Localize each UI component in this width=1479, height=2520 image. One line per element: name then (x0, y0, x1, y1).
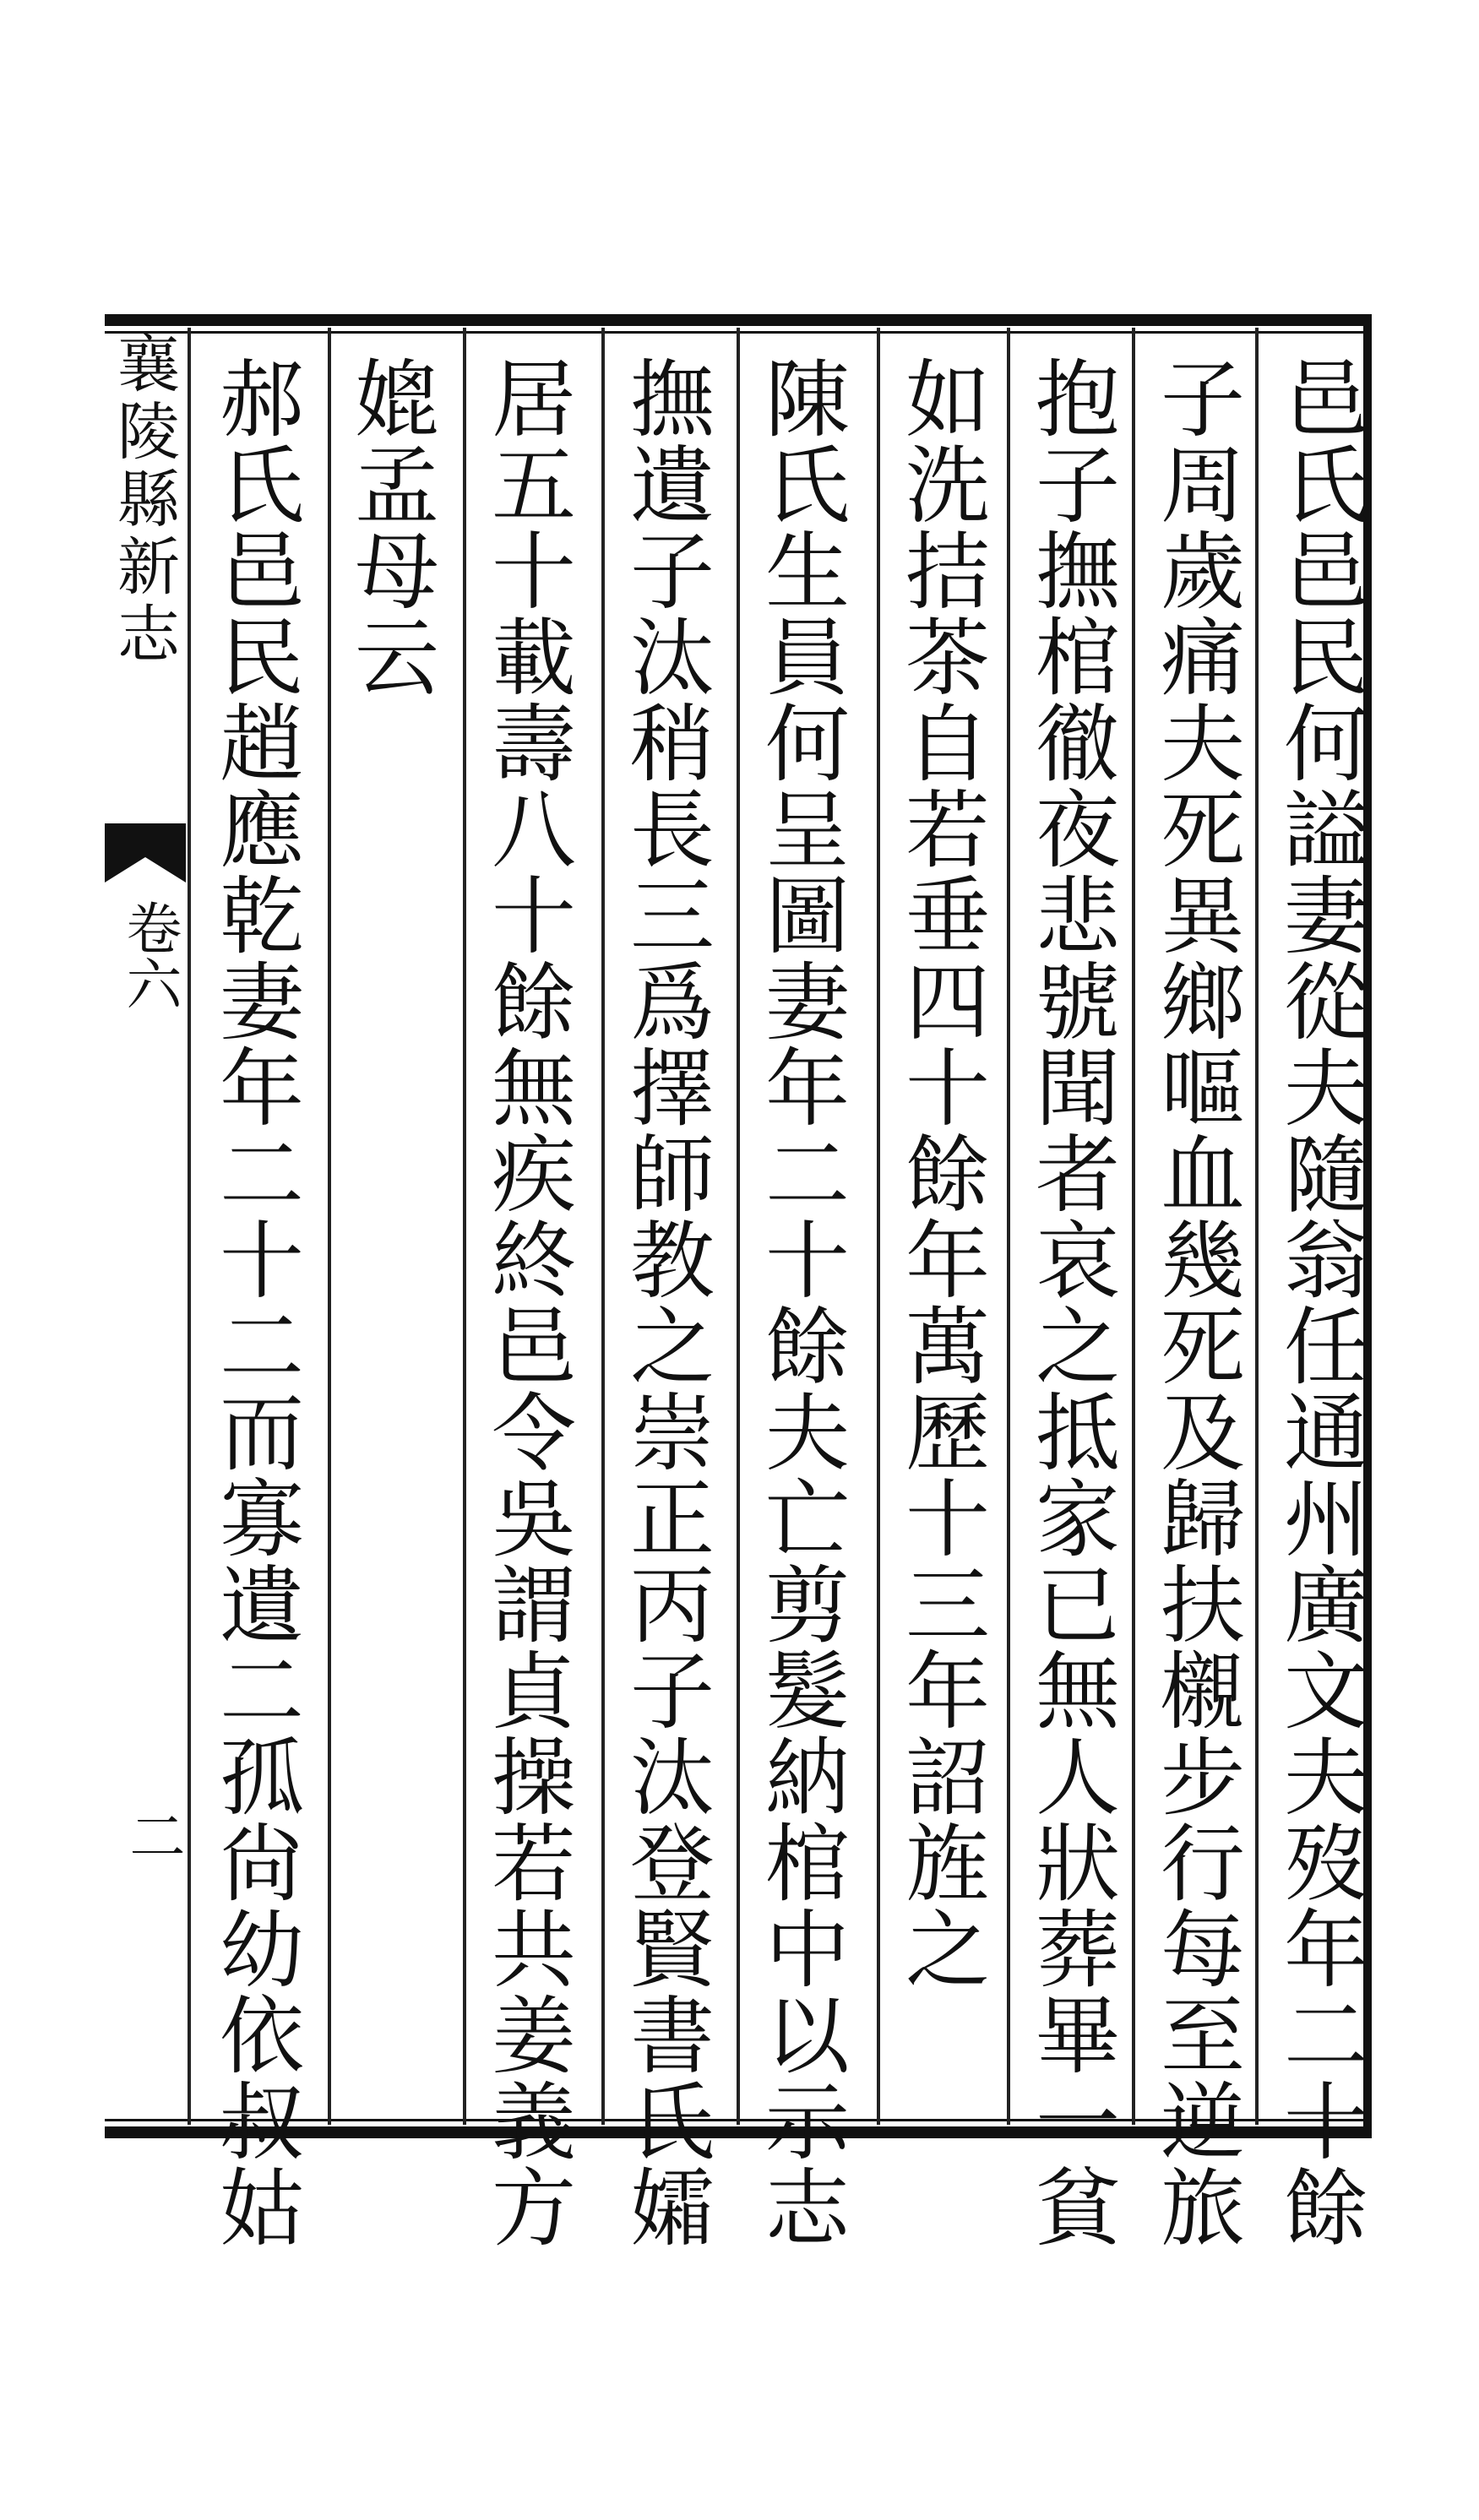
column-rule (1007, 328, 1010, 2125)
text-column-1: 邑氏邑民何謚妻從夫隨翁任通州廣文夫歿年二十餘 (1270, 355, 1368, 2250)
margin-folio-number: 二 (120, 1807, 185, 1863)
text-column-6: 撫遺子汰稍長三爲擇師教之崇正丙子汰登賢書氏孀 (616, 355, 715, 2250)
column-rule (1132, 328, 1135, 2125)
frame-inner-top-rule (105, 331, 1363, 334)
column-rule (877, 328, 880, 2125)
text-column-9: 郝氏邑民趙應乾妻年二十二而寡遺二孤尙幼依叔姑 (205, 355, 304, 2250)
column-rule (601, 328, 605, 2125)
text-column-2: 子周歲痛夫死異鄉嘔血幾死及歸扶櫬步行每至逆旅 (1146, 355, 1245, 2250)
column-rule (737, 328, 740, 2125)
column-rule (463, 328, 466, 2125)
text-column-8: 媲孟母云 (340, 355, 439, 699)
text-column-5: 陳氏生員何呈圖妻年二十餘夫亡剪髮納棺中以示志 (751, 355, 850, 2250)
margin-book-title: 襄陵縣新志 (107, 331, 180, 669)
fishtail-mark (105, 823, 186, 883)
text-column-3: 抱子撫棺徹夜悲號聞者哀之抵家已無人狀葬畢一貧 (1021, 355, 1120, 2250)
banxin-rule (188, 328, 191, 2125)
column-rule (328, 328, 331, 2125)
margin-juan-number: 卷六 (117, 899, 182, 1011)
text-column-7: 居五十載壽八十餘無疾終邑令吳謂貞操若共姜義方 (477, 355, 576, 2250)
column-rule (1255, 328, 1259, 2125)
text-column-4: 如洗拮茶自若垂四十餘年萬歷十三年詔旌之 (891, 355, 990, 1991)
